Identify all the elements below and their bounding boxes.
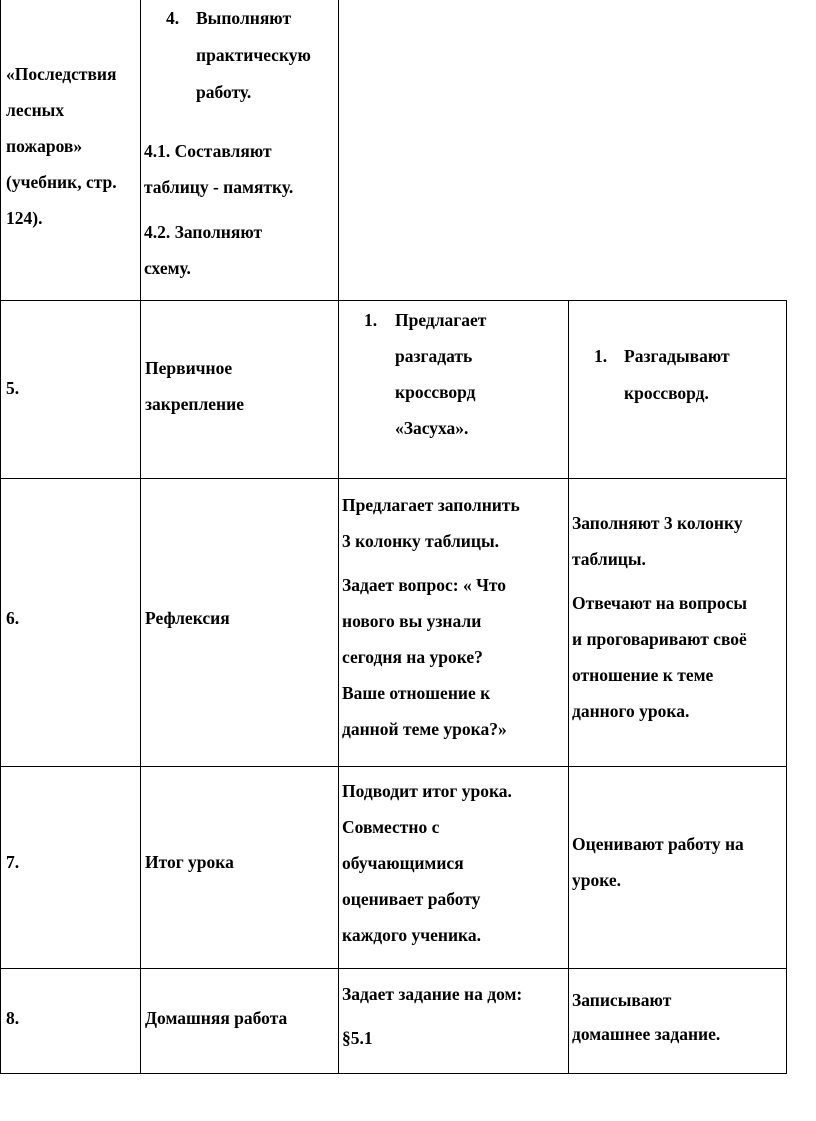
teacher-line: каждого ученика. — [342, 925, 481, 945]
stage-line: Рефлексия — [145, 608, 230, 628]
teacher-line: сегодня на уроке? — [342, 647, 483, 667]
row-number: 6. — [6, 608, 20, 628]
teacher-line: Подводит итог урока. — [342, 781, 512, 801]
topic-line: (учебник, стр. — [6, 172, 117, 192]
teacher-line: «Засуха». — [395, 418, 469, 438]
sub-item-line: таблицу - памятку. — [144, 177, 294, 197]
item-number: 4. — [166, 8, 180, 28]
students-line: Оценивают работу на — [572, 834, 744, 854]
grid-line — [0, 300, 787, 301]
grid-line — [140, 0, 141, 1074]
item-line: работу. — [196, 82, 252, 102]
grid-line — [568, 300, 569, 1074]
stage-line: Первичное — [145, 358, 233, 378]
teacher-line: Задает задание на дом: — [342, 984, 523, 1004]
teacher-line: обучающимися — [342, 853, 464, 873]
teacher-line: §5.1 — [342, 1028, 373, 1048]
stage-line: Итог урока — [145, 852, 234, 872]
students-line: Записывают — [572, 990, 672, 1010]
students-line: таблицы. — [572, 549, 646, 569]
item-number: 1. — [364, 310, 378, 330]
row-number: 5. — [6, 378, 20, 398]
grid-line — [0, 766, 787, 767]
row-number: 7. — [6, 852, 20, 872]
row-number: 8. — [6, 1008, 20, 1028]
item-line: практическую — [196, 45, 311, 65]
grid-line — [338, 0, 339, 1074]
topic-line: пожаров» — [6, 136, 83, 156]
topic-line: 124). — [6, 208, 43, 228]
stage-line: Домашняя работа — [145, 1008, 288, 1028]
teacher-line: Задает вопрос: « Что — [342, 575, 507, 595]
item-number: 1. — [594, 346, 608, 366]
grid-line — [0, 1073, 787, 1074]
teacher-line: Ваше отношение к — [342, 683, 491, 703]
students-line: данного урока. — [572, 701, 690, 721]
sub-item-line: 4.2. Заполняют — [144, 222, 263, 242]
students-line: Отвечают на вопросы — [572, 593, 748, 613]
sub-item-line: 4.1. Составляют — [144, 141, 272, 161]
teacher-line: 3 колонку таблицы. — [342, 531, 500, 551]
teacher-line: данной теме урока?» — [342, 719, 507, 739]
students-line: отношение к теме — [572, 665, 714, 685]
students-line: Разгадывают — [624, 346, 730, 366]
teacher-line: Совместно с — [342, 817, 440, 837]
teacher-line: оценивает работу — [342, 889, 481, 909]
students-line: и проговаривают своё — [572, 629, 747, 649]
teacher-line: разгадать — [395, 346, 473, 366]
grid-line — [0, 478, 787, 479]
grid-line — [0, 968, 787, 969]
students-line: кроссворд. — [624, 383, 709, 403]
teacher-line: нового вы узнали — [342, 611, 482, 631]
students-line: Заполняют 3 колонку — [572, 513, 743, 533]
topic-line: «Последствия — [6, 64, 117, 84]
teacher-line: Предлагает — [395, 310, 487, 330]
topic-line: лесных — [6, 100, 65, 120]
students-line: домашнее задание. — [572, 1024, 721, 1044]
teacher-line: кроссворд — [395, 382, 476, 402]
students-line: уроке. — [572, 870, 622, 890]
grid-line — [0, 0, 1, 1074]
grid-line — [786, 300, 787, 1074]
stage-line: закрепление — [145, 394, 244, 414]
sub-item-line: схему. — [144, 258, 191, 278]
item-line: Выполняют — [196, 8, 292, 28]
teacher-line: Предлагает заполнить — [342, 495, 520, 515]
